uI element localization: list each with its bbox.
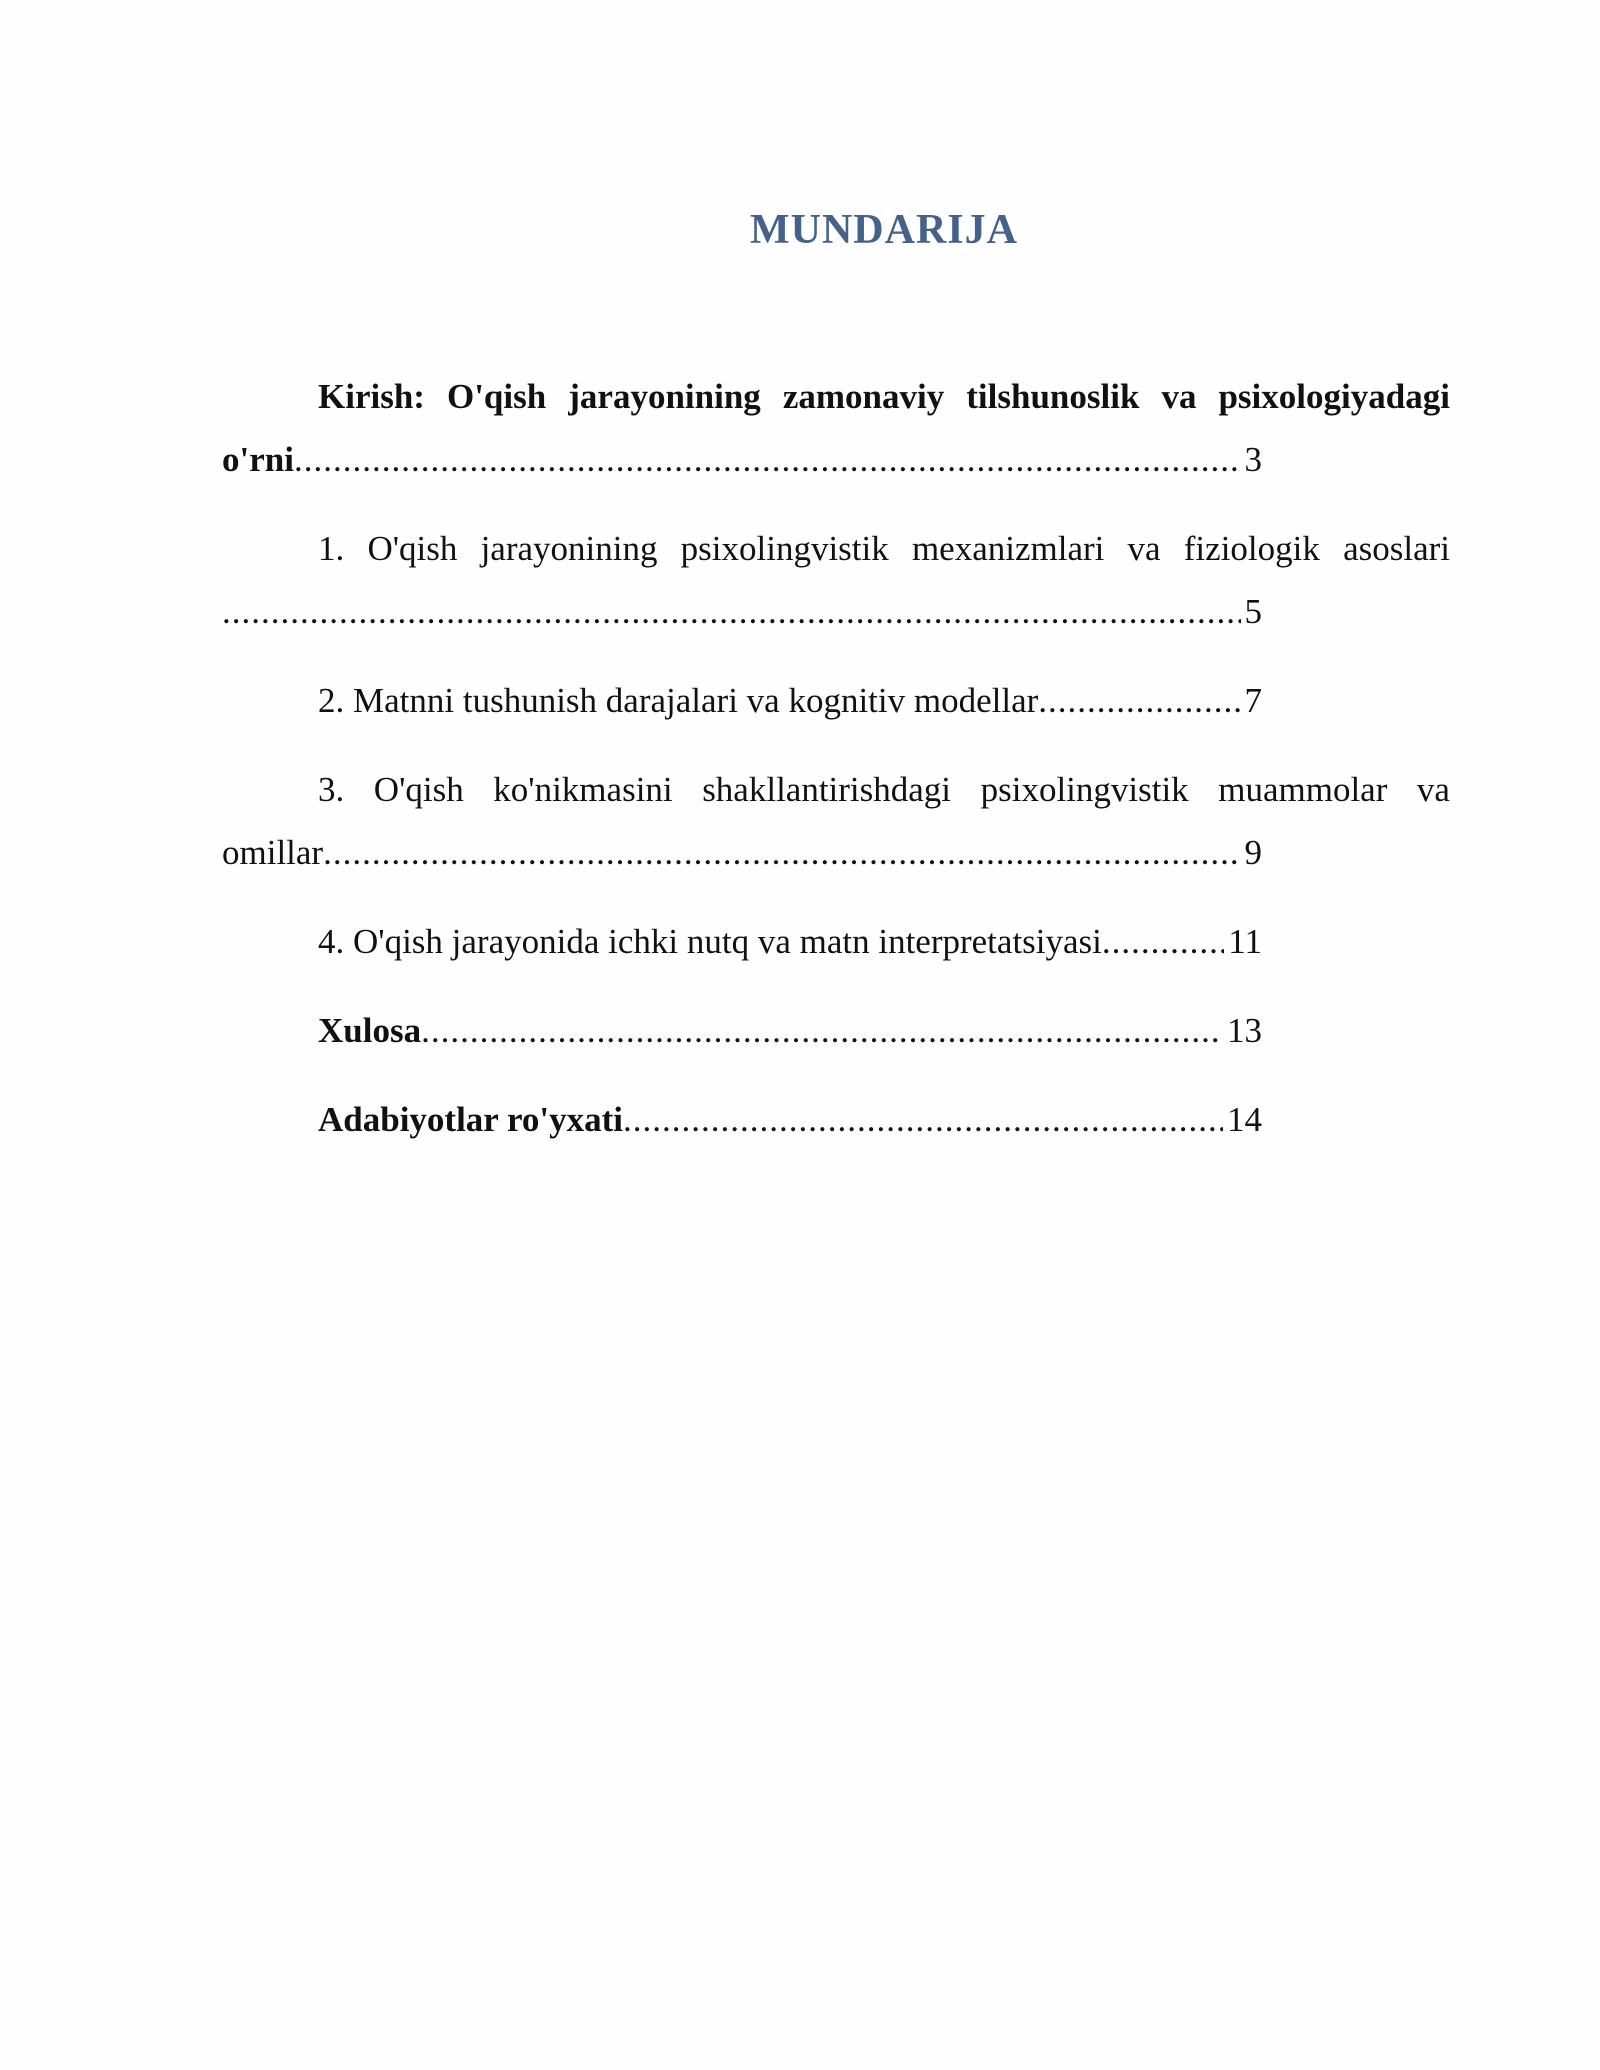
toc-word: 3. (318, 770, 345, 809)
toc-word: psixolingvistik (680, 529, 889, 568)
toc-word: muammolar (1218, 770, 1388, 809)
toc-page-number: 5 (1244, 592, 1262, 631)
table-of-contents (222, 365, 1450, 1177)
toc-word: 1. (318, 529, 345, 568)
toc-word: tilshunoslik (966, 377, 1140, 416)
toc-page-number: 7 (1244, 681, 1262, 720)
toc-page-number: 11 (1228, 922, 1262, 961)
toc-entry-title: 2. Matnni tushunish darajalari va kognitiv modellar (318, 681, 1039, 720)
toc-entry-chapter-2-line (222, 669, 1262, 732)
toc-word: fiziologik (1183, 529, 1320, 568)
dot-leader (421, 999, 1223, 1062)
dot-leader (323, 821, 1240, 884)
toc-word: asoslari (1343, 529, 1450, 568)
toc-word: va (1127, 529, 1161, 568)
toc-entry-chapter-4-line (222, 910, 1262, 973)
dot-leader (1038, 669, 1240, 732)
toc-entry-title: 4. O'qish jarayonida ichki nutq va matn interpretatsiyasi (318, 922, 1102, 961)
toc-entry-chapter-3-cont: omillar (222, 833, 324, 872)
toc-page-number: 13 (1227, 1011, 1262, 1050)
toc-entry-conclusion[interactable] (222, 999, 1450, 1062)
toc-entry-chapter-3-line1 (222, 758, 1450, 821)
toc-entry-conclusion-line (222, 999, 1262, 1062)
toc-entry-chapter-3-line2 (222, 821, 1262, 884)
toc-word: va (1161, 377, 1197, 416)
toc-page-number: 14 (1227, 1100, 1262, 1139)
toc-entry-references-line (222, 1088, 1262, 1151)
toc-word: shakllantirishdagi (702, 770, 952, 809)
toc-entry-intro-line1 (222, 365, 1450, 428)
toc-entry-title: Adabiyotlar ro'yxati (318, 1100, 623, 1139)
toc-entry-references[interactable] (222, 1088, 1450, 1151)
toc-word: O'qish (446, 377, 547, 416)
toc-word: va (1416, 770, 1450, 809)
toc-entry-chapter-1[interactable] (222, 517, 1450, 643)
toc-entry-intro-line2 (222, 428, 1262, 491)
toc-entry-chapter-3[interactable] (222, 758, 1450, 884)
toc-word: jarayonining (568, 377, 761, 416)
toc-page-number: 9 (1244, 833, 1262, 872)
page-title: MUNDARIJA (750, 207, 1018, 253)
toc-word: mexanizmlari (911, 529, 1105, 568)
toc-word: psixologiyadagi (1218, 377, 1450, 416)
toc-entry-title: Xulosa (318, 1011, 422, 1050)
dot-leader (1102, 910, 1224, 973)
dot-leader (623, 1088, 1223, 1151)
toc-word: ko'nikmasini (493, 770, 673, 809)
toc-entry-chapter-2[interactable] (222, 669, 1450, 732)
toc-word: psixolingvistik (980, 770, 1189, 809)
dot-leader (222, 580, 1241, 643)
toc-word: jarayonining (480, 529, 658, 568)
toc-entry-chapter-1-line2 (222, 580, 1262, 643)
toc-word: O'qish (373, 770, 464, 809)
toc-word: zamonaviy (782, 377, 945, 416)
toc-word: O'qish (367, 529, 458, 568)
toc-page-number: 3 (1244, 440, 1262, 479)
toc-entry-intro[interactable] (222, 365, 1450, 491)
toc-entry-chapter-4[interactable] (222, 910, 1450, 973)
dot-leader (294, 428, 1241, 491)
toc-word: Kirish: (318, 377, 425, 416)
toc-entry-chapter-1-line1 (222, 517, 1450, 580)
toc-entry-intro-cont: o'rni (222, 440, 294, 479)
